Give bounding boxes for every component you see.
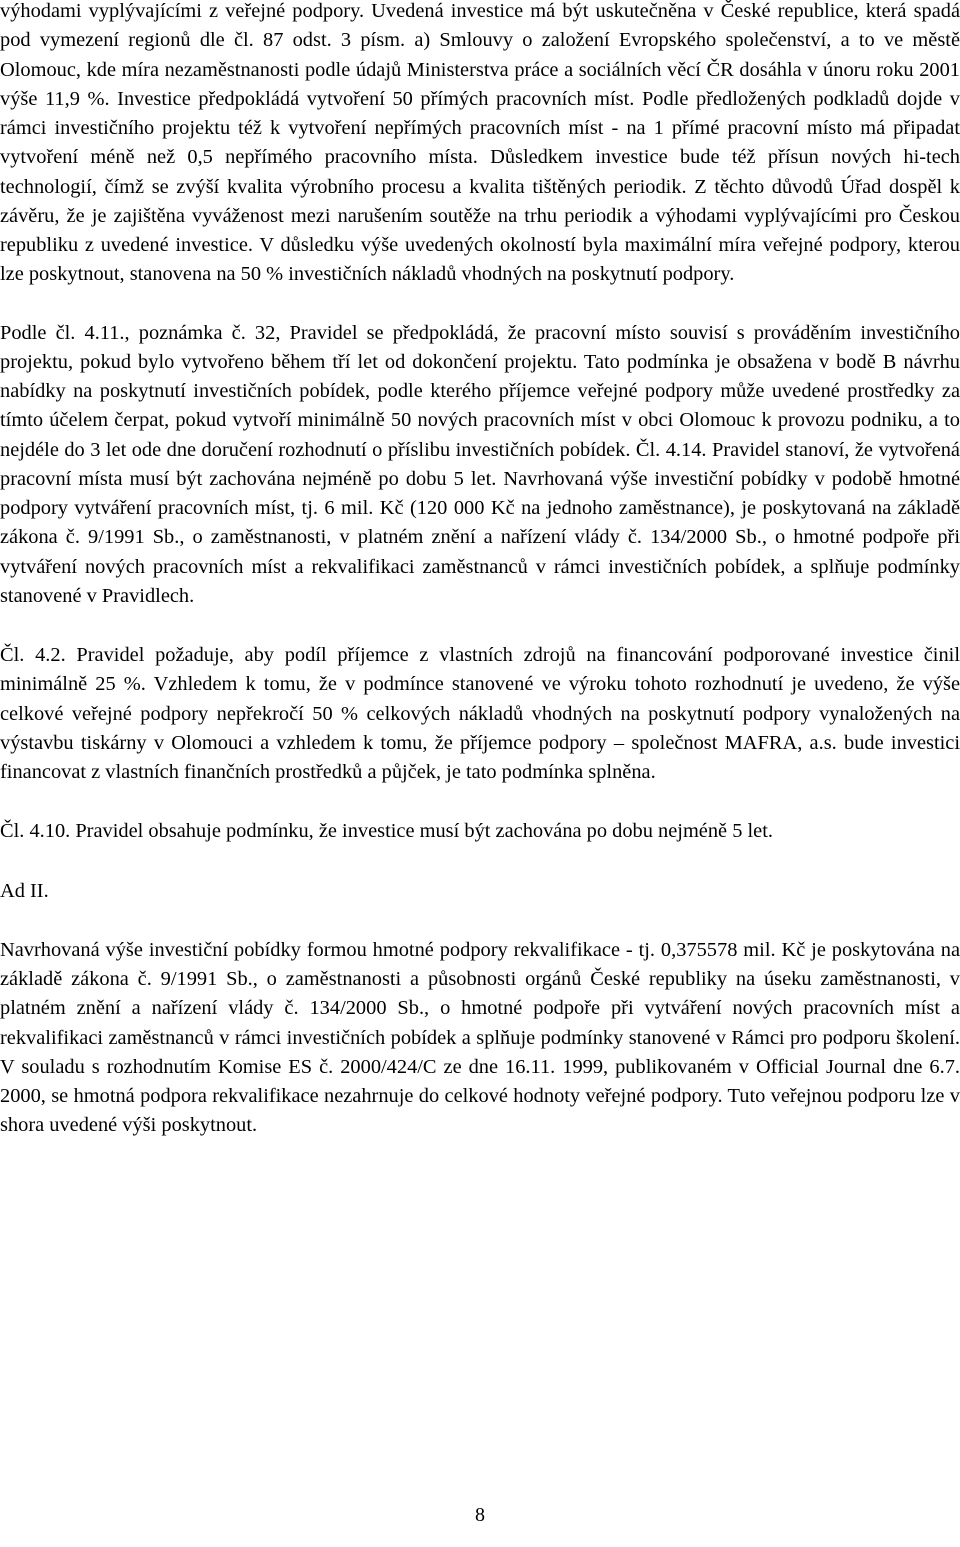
- paragraph-own-resources: Čl. 4.2. Pravidel požaduje, aby podíl příjemce z vlastních zdrojů na financování podporované investice činil minimálně 25 %. Vzhledem k tomu, že v podmínce stanovené ve výroku tohoto rozhodnutí je uvedeno, že výše celkové veřejné podpory nepřekročí 50 % celkových nákladů vhodných na poskytnutí podpory vynaložených na výstavbu tiskárny v Olomouci a vzhledem k tomu, že příjemce podpory – společnost MAFRA, a.s. bude investici financovat z vlastních finančních prostředků a půjček, je tato podmínka splněna.: [0, 644, 960, 783]
- paragraph-investment-retention: Čl. 4.10. Pravidel obsahuje podmínku, že investice musí být zachována po dobu nejméně 5 let.: [0, 820, 773, 843]
- section-heading-ad-ii: Ad II.: [0, 879, 49, 902]
- paragraph-job-creation: Podle čl. 4.11., poznámka č. 32, Pravidel se předpokládá, že pracovní místo souvisí s prováděním investičního projektu, pokud bylo vytvořeno během tří let od dokončení projektu. Tato podmínka je obsažena v bodě B návrhu nabídky na poskytnutí investičních pobídek, podle kterého příjemce veřejné podpory může uvedené prostředky za tímto účelem čerpat, pokud vytvoří minimálně 50 nových pracovních míst v obci Olomouc k provozu podniku, a to nejdéle do 3 let ode dne doručení rozhodnutí o příslibu investičních pobídek. Čl. 4.14. Pravidel stanoví, že vytvořená pracovní místa musí být zachována nejméně po dobu 5 let. Navrhovaná výše investiční pobídky v podobě hmotné podpory vytváření pracovních míst, tj. 6 mil. Kč (120 000 Kč na jednoho zaměstnance), je poskytovaná na základě zákona č. 9/1991 Sb., o zaměstnanosti, v platném znění a nařízení vlády č. 134/2000 Sb., o hmotné podpoře při vytváření nových pracovních míst a rekvalifikaci zaměstnanců v rámci investičních pobídek, a splňuje podmínky stanovené v Pravidlech.: [0, 321, 960, 607]
- paragraph-retraining-support: Navrhovaná výše investiční pobídky formou hmotné podpory rekvalifikace - tj. 0,375578 mil. Kč je poskytována na základě zákona č. 9/1991 Sb., o zaměstnanosti a působnosti orgánů České republiky na úseku zaměstnanosti, v platném znění a nařízení vlády č. 134/2000 Sb., o hmotné podpoře při vytváření nových pracovních míst a rekvalifikaci zaměstnanců v rámci investičních pobídek a splňuje podmínky stanovené v Rámci pro podporu školení. V souladu s rozhodnutím Komise ES č. 2000/424/C ze dne 16.11. 1999, publikovaném v Official Journal dne 6.7. 2000, se hmotná podpora rekvalifikace nezahrnuje do celkové hodnoty veřejné podpory. Tuto veřejnou podporu lze v shora uvedené výši poskytnout.: [0, 938, 960, 1137]
- paragraph-investment-justification: výhodami vyplývajícími z veřejné podpory. Uvedená investice má být uskutečněna v České republice, která spadá pod vymezení regionů dle čl. 87 odst. 3 písm. a) Smlouvy o založení Evropského společenství, a to ve městě Olomouc, kde míra nezaměstnanosti podle údajů Ministerstva práce a sociálních věcí ČR dosáhla v únoru roku 2001 výše 11,9 %. Investice předpokládá vytvoření 50 přímých pracovních míst. Podle předložených podkladů dojde v rámci investičního projektu též k vytvoření nepřímých pracovních míst - na 1 přímé pracovní místo má připadat vytvoření méně než 0,5 nepřímého pracovního místa. Důsledkem investice bude též přísun nových hi-tech technologií, čímž se zvýší kvalita výrobního procesu a kvalita tištěných periodik. Z těchto důvodů Úřad dospěl k závěru, že je zajištěna vyváženost mezi narušením soutěže na trhu periodik a výhodami vyplývajícími pro Českou republiku z uvedené investice. V důsledku výše uvedených okolností byla maximální míra veřejné podpory, kterou lze poskytnout, stanovena na 50 % investičních nákladů vhodných na poskytnutí podpory.: [0, 0, 960, 286]
- page-number: 8: [475, 1504, 485, 1526]
